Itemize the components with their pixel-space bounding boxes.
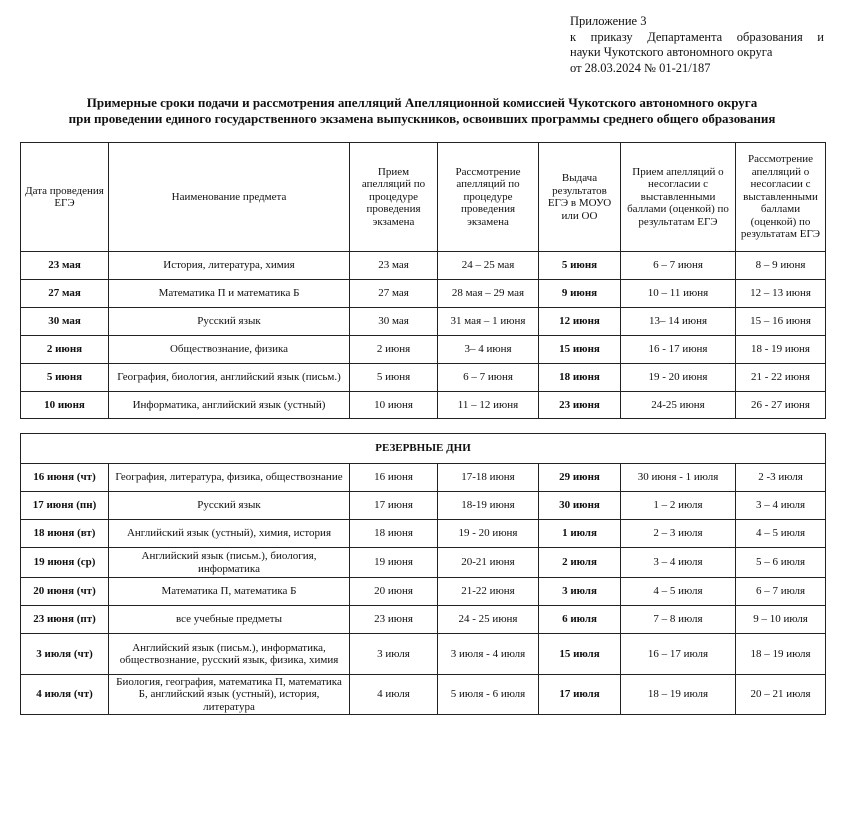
score-appeal-cell: 7 – 8 июля xyxy=(621,606,736,634)
results-cell: 1 июля xyxy=(539,520,621,548)
score-review-cell: 4 – 5 июля xyxy=(736,520,826,548)
date-cell: 3 июля (чт) xyxy=(21,634,109,675)
date-cell: 4 июля (чт) xyxy=(21,675,109,715)
date-cell: 10 июня xyxy=(21,392,109,419)
procedure-appeal-cell: 4 июля xyxy=(350,675,438,715)
subject-cell: Английский язык (письм.), биология, информатика xyxy=(109,548,350,578)
subject-cell: Русский язык xyxy=(109,492,350,520)
table-row xyxy=(21,548,826,578)
score-appeal-cell: 1 – 2 июля xyxy=(621,492,736,520)
score-review-cell: 2 -3 июля xyxy=(736,464,826,492)
table-row xyxy=(21,578,826,606)
reserve-title: РЕЗЕРВНЫЕ ДНИ xyxy=(21,434,826,464)
table-row xyxy=(21,464,826,492)
procedure-review-cell: 3– 4 июня xyxy=(438,336,539,364)
subject-cell: История, литература, химия xyxy=(109,252,350,280)
results-cell: 5 июня xyxy=(539,252,621,280)
header-cell: Рассмотрение апелляций о несогласии с выставленными баллами (оценкой) по результатам ЕГЭ xyxy=(736,143,826,252)
procedure-appeal-cell: 18 июня xyxy=(350,520,438,548)
score-appeal-cell: 18 – 19 июля xyxy=(621,675,736,715)
procedure-review-cell: 11 – 12 июня xyxy=(438,392,539,419)
procedure-appeal-cell: 2 июня xyxy=(350,336,438,364)
procedure-review-cell: 21-22 июня xyxy=(438,578,539,606)
procedure-review-cell: 19 - 20 июня xyxy=(438,520,539,548)
appendix-line-4: от 28.03.2024 № 01-21/187 xyxy=(570,60,711,75)
subject-cell: Английский язык (устный), химия, история xyxy=(109,520,350,548)
header-cell: Рассмотрение апелляций по процедуре проведения экзамена xyxy=(438,143,539,252)
results-cell: 15 июня xyxy=(539,336,621,364)
subject-cell: Математика П и математика Б xyxy=(109,280,350,308)
header-row xyxy=(21,143,826,252)
results-cell: 23 июня xyxy=(539,392,621,419)
procedure-appeal-cell: 3 июля xyxy=(350,634,438,675)
score-appeal-cell: 6 – 7 июня xyxy=(621,252,736,280)
date-cell: 2 июня xyxy=(21,336,109,364)
score-review-cell: 21 - 22 июня xyxy=(736,364,826,392)
procedure-appeal-cell: 19 июня xyxy=(350,548,438,578)
score-review-cell: 8 – 9 июня xyxy=(736,252,826,280)
title-line-2: при проведении единого государственного экзамена выпускников, освоивших программы среднего общего образования xyxy=(68,111,776,126)
subject-cell: География, биология, английский язык (письм.) xyxy=(109,364,350,392)
subject-cell: Математика П, математика Б xyxy=(109,578,350,606)
main-table-body xyxy=(21,252,826,419)
score-review-cell: 6 – 7 июля xyxy=(736,578,826,606)
score-review-cell: 12 – 13 июня xyxy=(736,280,826,308)
subject-cell: Английский язык (письм.), информатика, обществознание, русский язык, физика, химия xyxy=(109,634,350,675)
table-row xyxy=(21,492,826,520)
header-cell: Прием апелляций о несогласии с выставленными баллами (оценкой) по результатам ЕГЭ xyxy=(621,143,736,252)
table-row xyxy=(21,606,826,634)
header-cell: Наименование предмета xyxy=(109,143,350,252)
appendix-header xyxy=(570,14,824,76)
document-title xyxy=(20,95,824,127)
results-cell: 18 июня xyxy=(539,364,621,392)
subject-cell: все учебные предметы xyxy=(109,606,350,634)
date-cell: 16 июня (чт) xyxy=(21,464,109,492)
procedure-review-cell: 3 июля - 4 июля xyxy=(438,634,539,675)
date-cell: 23 мая xyxy=(21,252,109,280)
procedure-review-cell: 17-18 июня xyxy=(438,464,539,492)
date-cell: 23 июня (пт) xyxy=(21,606,109,634)
score-appeal-cell: 3 – 4 июля xyxy=(621,548,736,578)
score-appeal-cell: 16 – 17 июля xyxy=(621,634,736,675)
appendix-word: образования xyxy=(736,29,803,44)
appendix-line-3: науки Чукотского автономного округа xyxy=(570,45,773,59)
procedure-review-cell: 31 мая – 1 июня xyxy=(438,308,539,336)
title-line-1: Примерные сроки подачи и рассмотрения апелляций Апелляционной комиссией Чукотского автономного округа xyxy=(86,95,758,110)
score-appeal-cell: 2 – 3 июля xyxy=(621,520,736,548)
procedure-appeal-cell: 30 мая xyxy=(350,308,438,336)
appendix-word: Департамента xyxy=(647,29,723,44)
results-cell: 12 июня xyxy=(539,308,621,336)
reserve-title-row xyxy=(21,434,826,464)
appendix-line-1: Приложение 3 xyxy=(570,14,647,28)
score-review-cell: 20 – 21 июля xyxy=(736,675,826,715)
date-cell: 20 июня (чт) xyxy=(21,578,109,606)
procedure-appeal-cell: 23 мая xyxy=(350,252,438,280)
score-review-cell: 5 – 6 июля xyxy=(736,548,826,578)
score-appeal-cell: 30 июня - 1 июля xyxy=(621,464,736,492)
procedure-review-cell: 24 - 25 июня xyxy=(438,606,539,634)
date-cell: 30 мая xyxy=(21,308,109,336)
procedure-review-cell: 24 – 25 мая xyxy=(438,252,539,280)
score-appeal-cell: 4 – 5 июля xyxy=(621,578,736,606)
table-row xyxy=(21,520,826,548)
subject-cell: Обществознание, физика xyxy=(109,336,350,364)
results-cell: 3 июля xyxy=(539,578,621,606)
score-appeal-cell: 24-25 июня xyxy=(621,392,736,419)
score-review-cell: 18 - 19 июня xyxy=(736,336,826,364)
procedure-review-cell: 5 июля - 6 июля xyxy=(438,675,539,715)
header-cell: Прием апелляций по процедуре проведения экзамена xyxy=(350,143,438,252)
appendix-word: к xyxy=(570,29,577,44)
appendix-word: приказу xyxy=(590,29,633,44)
appendix-word: и xyxy=(817,29,824,44)
table-row xyxy=(21,634,826,675)
date-cell: 19 июня (ср) xyxy=(21,548,109,578)
procedure-review-cell: 20-21 июня xyxy=(438,548,539,578)
results-cell: 17 июля xyxy=(539,675,621,715)
results-cell: 29 июня xyxy=(539,464,621,492)
date-cell: 17 июня (пн) xyxy=(21,492,109,520)
table-row xyxy=(21,364,826,392)
results-cell: 15 июля xyxy=(539,634,621,675)
procedure-review-cell: 6 – 7 июня xyxy=(438,364,539,392)
date-cell: 18 июня (вт) xyxy=(21,520,109,548)
procedure-appeal-cell: 23 июня xyxy=(350,606,438,634)
results-cell: 9 июня xyxy=(539,280,621,308)
table-row xyxy=(21,280,826,308)
date-cell: 27 мая xyxy=(21,280,109,308)
table-row xyxy=(21,675,826,715)
score-appeal-cell: 19 - 20 июня xyxy=(621,364,736,392)
subject-cell: Биология, география, математика П, математика Б, английский язык (устный), история, литература xyxy=(109,675,350,715)
table-row xyxy=(21,308,826,336)
procedure-review-cell: 28 мая – 29 мая xyxy=(438,280,539,308)
score-review-cell: 18 – 19 июля xyxy=(736,634,826,675)
procedure-appeal-cell: 27 мая xyxy=(350,280,438,308)
header-cell: Дата проведения ЕГЭ xyxy=(21,143,109,252)
appendix-line-2 xyxy=(570,30,824,46)
results-cell: 30 июня xyxy=(539,492,621,520)
procedure-appeal-cell: 17 июня xyxy=(350,492,438,520)
date-cell: 5 июня xyxy=(21,364,109,392)
procedure-review-cell: 18-19 июня xyxy=(438,492,539,520)
procedure-appeal-cell: 20 июня xyxy=(350,578,438,606)
procedure-appeal-cell: 5 июня xyxy=(350,364,438,392)
results-cell: 2 июля xyxy=(539,548,621,578)
header-cell: Выдача результатов ЕГЭ в МОУО или ОО xyxy=(539,143,621,252)
procedure-appeal-cell: 10 июня xyxy=(350,392,438,419)
reserve-schedule-table xyxy=(20,433,826,715)
score-review-cell: 9 – 10 июля xyxy=(736,606,826,634)
score-review-cell: 26 - 27 июня xyxy=(736,392,826,419)
table-row xyxy=(21,392,826,419)
score-appeal-cell: 10 – 11 июня xyxy=(621,280,736,308)
subject-cell: География, литература, физика, обществознание xyxy=(109,464,350,492)
subject-cell: Русский язык xyxy=(109,308,350,336)
score-review-cell: 15 – 16 июня xyxy=(736,308,826,336)
subject-cell: Информатика, английский язык (устный) xyxy=(109,392,350,419)
main-schedule-table xyxy=(20,142,826,419)
procedure-appeal-cell: 16 июня xyxy=(350,464,438,492)
table-row xyxy=(21,336,826,364)
score-review-cell: 3 – 4 июля xyxy=(736,492,826,520)
results-cell: 6 июля xyxy=(539,606,621,634)
reserve-table-body xyxy=(21,434,826,715)
score-appeal-cell: 16 - 17 июня xyxy=(621,336,736,364)
score-appeal-cell: 13– 14 июня xyxy=(621,308,736,336)
table-row xyxy=(21,252,826,280)
